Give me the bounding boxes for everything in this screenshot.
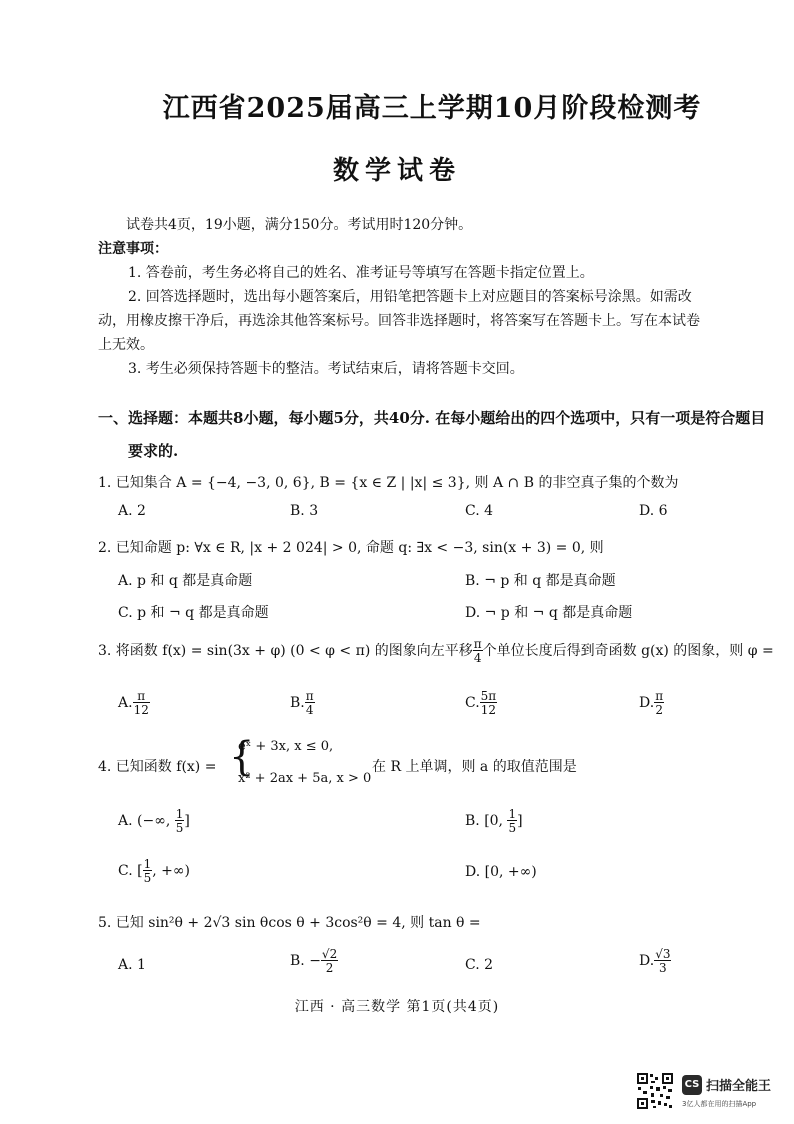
fraction-numerator: 1 [143,857,152,871]
option-text: ] [184,813,190,829]
question-2-option-c: C. p 和 ¬ q 都是真命题 [118,605,269,621]
option-fraction [654,690,664,716]
question-3-fraction [473,638,483,664]
fraction-numerator: π [473,637,482,651]
camscanner-logo-icon: CS [682,1075,702,1095]
option-label: C. [465,695,480,711]
exam-title: 江西省2025届高三上学期10月阶段检测考 [162,93,702,124]
fraction-numerator: √2 [321,947,338,961]
question-5-option-a: A. 1 [118,957,146,973]
fraction-denominator: 2 [325,961,334,975]
question-5-option-b [290,948,338,974]
fraction-numerator: √3 [655,947,671,961]
question-3-option-b [290,690,315,716]
page-footer: 江西 · 高三数学 第1页(共4页) [294,999,500,1015]
fraction-denominator: 5 [175,821,184,835]
question-4-option-c [118,858,190,884]
option-text: ] [517,813,523,829]
instructions-intro: 试卷共4页，19小题，满分150分。考试用时120分钟。 [126,217,473,233]
question-4-option-b [465,808,523,834]
option-fraction [654,948,671,974]
fraction-denominator: 4 [305,703,314,717]
question-5-stem: 5. 已知 sin²θ + 2√3 sin θcos θ + 3cos²θ = 4, 则 tan θ = [98,915,481,931]
scanner-tagline: 3亿人都在用的扫描App [682,1100,757,1108]
question-3-option-c [465,690,497,716]
option-text: A. (−∞, [118,813,175,829]
fraction-numerator: 1 [508,807,517,821]
fraction-denominator: 12 [133,703,149,717]
fraction-numerator: π [305,689,314,703]
exam-subtitle: 数学试卷 [332,156,461,186]
question-4-case-2: x² + 2ax + 5a, x > 0 [238,771,372,786]
option-label: A. [118,695,133,711]
question-1-option-d: D. 6 [639,503,668,519]
question-3-option-d [639,690,664,716]
question-3-stem-post: 个单位长度后得到奇函数 g(x) 的图象，则 φ = [482,643,774,659]
section-1-heading: 一、选择题：本题共8小题，每小题5分，共40分. 在每小题给出的四个选项中，只有一项是符合题目 [98,409,766,427]
fraction-denominator: 2 [655,703,663,717]
fraction-numerator: 5π [480,689,497,703]
option-text: , +∞) [152,863,190,879]
option-fraction [305,690,315,716]
fraction-denominator: 3 [659,961,667,975]
instruction-item-2-line-2: 动，用橡皮擦干净后，再选涂其他答案标号。回答非选择题时，将答案写在答题卡上。写在本试卷 [98,313,700,329]
question-1-option-a: A. 2 [118,503,146,519]
option-fraction [480,690,498,716]
option-fraction [507,808,517,834]
question-4-stem-pre: 4. 已知函数 f(x) = [98,759,217,775]
question-3-option-a [118,690,150,716]
option-label: D. [639,953,655,969]
option-label: D. [639,695,655,711]
fraction-numerator: 1 [175,807,184,821]
option-fraction [133,690,150,716]
question-1-option-c: C. 4 [465,503,494,519]
question-3-stem-pre: 3. 将函数 f(x) = sin(3x + φ) (0 < φ < π) 的图象向左平移 [98,643,473,659]
instruction-item-3: 3. 考生必须保持答题卡的整洁。考试结束后，请将答题卡交回。 [128,361,524,377]
question-2-option-a: A. p 和 q 都是真命题 [118,573,253,589]
section-1-heading-cont: 要求的. [128,442,179,460]
scanner-app-name: 扫描全能王 [706,1079,772,1094]
piecewise-brace: { [229,734,255,780]
instructions-heading: 注意事项： [98,241,168,257]
option-fraction [143,858,153,884]
question-4-option-d: D. [0, +∞) [465,864,537,880]
option-text: C. [ [118,863,143,879]
option-fraction [321,948,338,974]
option-label: B. [290,695,305,711]
question-1-stem: 1. 已知集合 A = {−4, −3, 0, 6}, B = {x ∈ Z | |x| ≤ 3}, 则 A ∩ B 的非空真子集的个数为 [98,475,679,491]
question-2-option-b: B. ¬ p 和 q 都是真命题 [465,573,616,589]
instruction-item-2-line-3: 上无效。 [98,337,154,353]
instruction-item-2-line-1: 2. 回答选择题时，选出每小题答案后，用铅笔把答题卡上对应题目的答案标号涂黑。如需改 [128,289,692,305]
option-text: B. [0, [465,813,508,829]
instruction-item-1: 1. 答卷前，考生务必将自己的姓名、准考证号等填写在答题卡指定位置上。 [128,265,594,281]
fraction-numerator: π [655,689,664,703]
option-fraction [175,808,185,834]
question-5-option-d [639,948,671,974]
fraction-denominator: 5 [143,871,152,885]
question-2-option-d: D. ¬ p 和 ¬ q 都是真命题 [465,605,633,621]
fraction-denominator: 12 [480,703,497,717]
question-4-option-a [118,808,190,834]
question-4-stem-post: 在 R 上单调，则 a 的取值范围是 [372,759,577,775]
question-1-option-b: B. 3 [290,503,319,519]
fraction-denominator: 4 [473,651,482,665]
qr-code-icon [636,1072,674,1110]
question-2-stem: 2. 已知命题 p: ∀x ∈ R, |x + 2 024| > 0, 命题 q: ∃x < −3, sin(x + 3) = 0, 则 [98,540,604,556]
fraction-numerator: π [133,690,150,703]
question-4-case-1: eˣ + 3x, x ≤ 0, [238,739,334,754]
fraction-denominator: 5 [508,821,517,835]
question-3-stem [98,638,774,664]
question-5-option-c: C. 2 [465,957,494,973]
option-label: B. − [290,953,321,969]
